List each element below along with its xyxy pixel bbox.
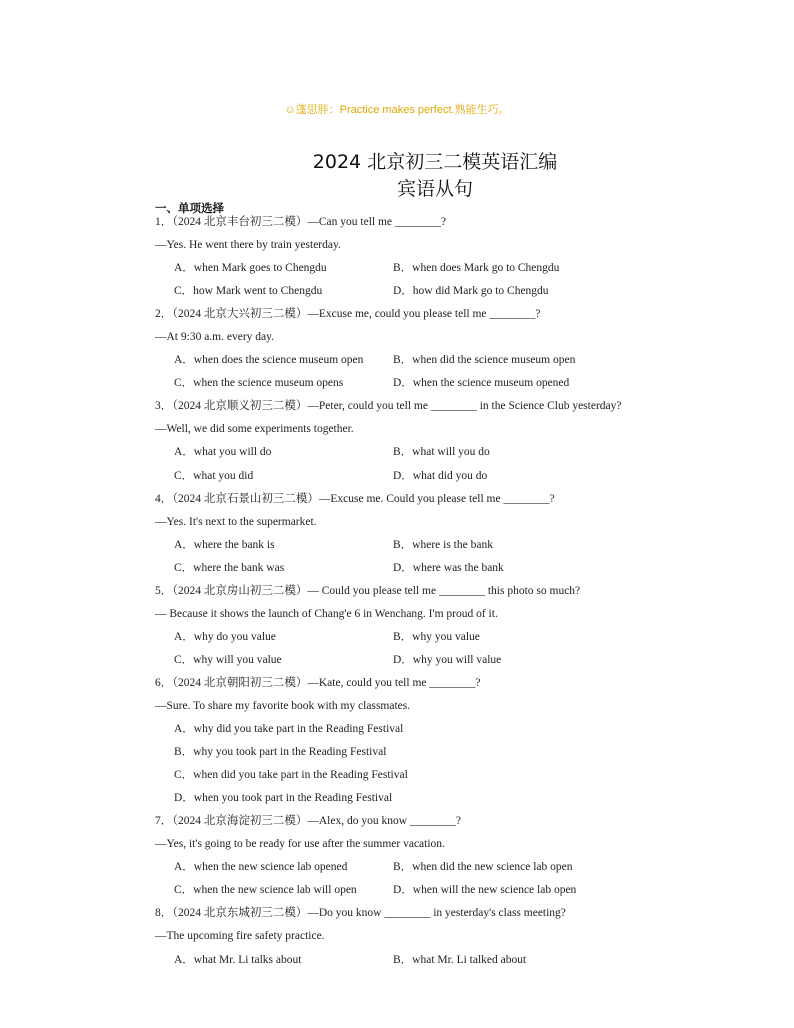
option-c: C．where the bank was bbox=[174, 561, 285, 574]
option-b: B．what will you do bbox=[393, 446, 490, 459]
option-c: C．what you did bbox=[174, 469, 254, 482]
question-reply: —Yes. It's next to the supermarket. bbox=[155, 515, 317, 528]
question-reply: —Yes. He went there by train yesterday. bbox=[155, 239, 341, 252]
document-subtitle: 宾语从句 bbox=[396, 178, 473, 200]
document-title: 2024 北京初三二模英语汇编 bbox=[312, 151, 558, 173]
question-stem: 5．（2024 北京房山初三二模）— Could you please tell me ________ this photo so much? bbox=[155, 584, 581, 597]
option-a: A．when does the science museum open bbox=[174, 354, 364, 367]
option-d: D．why you will value bbox=[393, 653, 502, 666]
question-reply: —Sure. To share my favorite book with my classmates. bbox=[155, 699, 411, 712]
question-reply: —Yes, it's going to be ready for use after the summer vacation. bbox=[155, 838, 445, 851]
option-b: B．when did the science museum open bbox=[393, 354, 576, 367]
option-row bbox=[155, 372, 655, 395]
option-c: C．how Mark went to Chengdu bbox=[174, 285, 323, 298]
question-reply: —Well, we did some experiments together. bbox=[155, 423, 354, 436]
question-reply: —The upcoming fire safety practice. bbox=[155, 930, 325, 943]
option-row bbox=[155, 280, 655, 303]
question-list bbox=[155, 211, 655, 972]
option-d: D．when you took part in the Reading Festival bbox=[174, 792, 393, 805]
option-a: A．why do you value bbox=[174, 630, 276, 643]
option-a: A．when the new science lab opened bbox=[174, 861, 348, 874]
option-b: B．why you value bbox=[393, 630, 480, 643]
option-a: A．where the bank is bbox=[174, 538, 275, 551]
option-c: C．when the new science lab will open bbox=[174, 884, 357, 897]
option-c: C．when did you take part in the Reading Festival bbox=[174, 769, 408, 782]
option-row bbox=[155, 856, 655, 879]
question-stem: 2．（2024 北京大兴初三二模）—Excuse me, could you please tell me ________? bbox=[155, 308, 541, 321]
question-stem: 4．（2024 北京石景山初三二模）—Excuse me. Could you please tell me ________? bbox=[155, 492, 555, 505]
option-row bbox=[155, 534, 655, 557]
option-d: D．what did you do bbox=[393, 469, 488, 482]
option-row bbox=[155, 649, 655, 672]
motto-header: ☺蓬思胖：Practice makes perfect.熟能生巧。 bbox=[284, 104, 510, 116]
question-stem: 3．（2024 北京顺义初三二模）—Peter, could you tell me ________ in the Science Club yesterday? bbox=[155, 400, 622, 413]
question-stem: 8．（2024 北京东城初三二模）—Do you know ________ in yesterday's class meeting? bbox=[155, 907, 566, 920]
option-a: A．what Mr. Li talks about bbox=[174, 953, 302, 966]
option-row bbox=[155, 257, 655, 280]
option-b: B．what Mr. Li talked about bbox=[393, 953, 527, 966]
option-row bbox=[155, 949, 655, 972]
question-stem: 6．（2024 北京朝阳初三二模）—Kate, could you tell me ________? bbox=[155, 676, 481, 689]
option-row bbox=[155, 879, 655, 902]
section-heading: 一、单项选择 bbox=[155, 201, 224, 215]
option-row bbox=[155, 349, 655, 372]
option-b: B．where is the bank bbox=[393, 538, 493, 551]
option-b: B．when does Mark go to Chengdu bbox=[393, 262, 560, 275]
option-row bbox=[155, 465, 655, 488]
question-reply: —At 9:30 a.m. every day. bbox=[155, 331, 275, 344]
option-c: C．when the science museum opens bbox=[174, 377, 344, 390]
question-reply: — Because it shows the launch of Chang'e 6 in Wenchang. I'm proud of it. bbox=[155, 607, 498, 620]
option-c: C．why will you value bbox=[174, 653, 282, 666]
option-b: B．when did the new science lab open bbox=[393, 861, 573, 874]
option-row bbox=[155, 557, 655, 580]
question-stem: 7．（2024 北京海淀初三二模）—Alex, do you know ________? bbox=[155, 815, 462, 828]
option-d: D．how did Mark go to Chengdu bbox=[393, 285, 549, 298]
question-stem: 1．（2024 北京丰台初三二模）—Can you tell me ________? bbox=[155, 216, 446, 228]
option-d: D．when the science museum opened bbox=[393, 377, 570, 390]
option-a: A．when Mark goes to Chengdu bbox=[174, 262, 327, 275]
option-b: B．why you took part in the Reading Festival bbox=[174, 746, 387, 759]
option-d: D．when will the new science lab open bbox=[393, 884, 577, 897]
option-a: A．what you will do bbox=[174, 446, 272, 459]
option-row bbox=[155, 626, 655, 649]
option-row bbox=[155, 441, 655, 464]
option-d: D．where was the bank bbox=[393, 561, 504, 574]
option-a: A．why did you take part in the Reading Festival bbox=[174, 723, 404, 736]
